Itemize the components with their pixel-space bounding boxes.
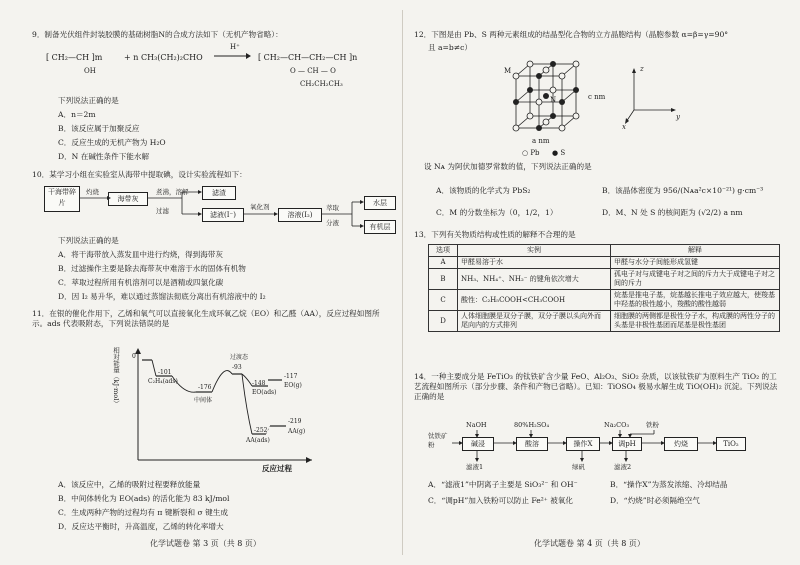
q11-ylabel: 相对能量（kJ·mol）	[112, 347, 120, 407]
q12-option-d: D．M、N 处 S 的核间距为 (√2/2) a nm	[602, 208, 743, 217]
page-4	[414, 0, 786, 565]
q12-axis-y: y	[676, 113, 680, 121]
q12-option-a: A．该物质的化学式为 PbS₂	[436, 186, 531, 195]
q12-stem-2: 且 a=b≠c）	[428, 43, 472, 52]
table-cell-explanation: 细胞膜的两侧都是极性分子水，构成膜的两性分子的头基是非极性基团而尾基是极性基团	[611, 311, 780, 332]
q10-option-d: D．因 I₂ 易升华，难以通过蒸馏法彻底分离出有机溶液中的 I₂	[58, 292, 266, 301]
q14-box-ph: 调pH	[612, 437, 642, 451]
q11-option-a: A．该反应中，乙烯的吸附过程要释放能量	[58, 480, 201, 489]
q9-option-d: D．N 在碱性条件下能水解	[58, 152, 150, 161]
table-cell-example: NH₃、NH₄⁺、NH₂⁻ 的键角依次增大	[458, 269, 611, 290]
q10-option-b: B．过滤操作主要是除去海带灰中难溶于水的固体有机物	[58, 264, 246, 273]
q9-option-c: C．反应生成的无机产物为 H₂O	[58, 138, 166, 147]
q11-label-c2h4: C₂H₄(ads)	[148, 378, 178, 385]
table-cell-explanation: 烷基是推电子基，烷基越长推电子效应越大，使羧基中羟基的极性越小，羧酸的酸性越弱	[611, 290, 780, 311]
q10-prompt: 下列说法正确的是	[58, 236, 119, 245]
q10-box-residue: 滤渣	[202, 186, 236, 200]
q12-option-c: C．M 的分数坐标为（0，1/2，1）	[436, 208, 558, 217]
table-row	[429, 257, 780, 269]
table-cell-example: 甲醛易溶于水	[458, 257, 611, 269]
q10-step-1: 灼烧	[86, 188, 99, 196]
q14-box-alkali: 碱浸	[462, 437, 494, 451]
q10-step-4: 氧化剂	[250, 203, 270, 211]
q10-box-start: 干海带碎片	[44, 186, 80, 212]
q11-energy-1: -101	[158, 369, 172, 376]
table-cell-option: C	[429, 290, 458, 311]
q10-stem: 10．某学习小组在实验室从海带中提取碘，设计实验流程如下：	[32, 170, 247, 179]
q10-step-2: 煮沸，溶解	[156, 188, 189, 196]
q14-box-tio2: TiO₂	[716, 437, 746, 451]
table-row	[429, 269, 780, 290]
q14-box-acid: 酸溶	[516, 437, 548, 451]
table-header-option: 选项	[429, 245, 458, 257]
page-3	[32, 0, 392, 565]
page-divider	[402, 10, 403, 555]
q14-option-b: B．“操作X”为蒸发浓缩、冷却结晶	[610, 480, 728, 489]
q12-label-c: c nm	[588, 93, 606, 101]
q9-product-o: O — CH — O	[290, 67, 336, 75]
q10-box-iodine: 溶液(I₂)	[278, 208, 322, 222]
q14-waste-2: 绿矾	[572, 463, 585, 471]
q11-xlabel: 反应过程	[262, 464, 292, 473]
q12-axis-z: z	[640, 65, 644, 73]
q9-product: [ CH₂—CH—CH₂—CH ]n	[258, 53, 358, 62]
q14-option-d: D．“灼烧”时必须隔绝空气	[610, 496, 700, 505]
q11-label-aa-ads: AA(ads)	[246, 437, 270, 444]
q10-step-6: 分液	[326, 219, 339, 227]
q10-step-3: 过滤	[156, 207, 169, 215]
q12-label-m: M	[504, 67, 512, 75]
q11-energy-5: -117	[284, 373, 298, 380]
q14-reagent-h2so4: 80%H₂SO₄	[514, 421, 550, 429]
table-row	[429, 290, 780, 311]
q11-label-eo-g: EO(g)	[284, 382, 302, 389]
q10-box-filtrate: 滤液(I⁻)	[202, 208, 244, 222]
table-header-row	[429, 245, 780, 257]
q13-table	[428, 244, 780, 332]
table-cell-explanation: 孤电子对与成键电子对之间的斥力大于成键电子对之间的斥力	[611, 269, 780, 290]
q10-box-ash: 海带灰	[108, 192, 148, 206]
q11-energy-4: -148	[252, 380, 266, 387]
q12-legend-pb: ○ Pb	[522, 149, 540, 157]
q11-energy-2: -176	[198, 384, 212, 391]
q14-box-op-x: 操作X	[566, 437, 600, 451]
q14-waste-1: 滤液1	[466, 463, 484, 471]
q12-label-a: a nm	[532, 137, 550, 145]
q12-unit-cell	[510, 60, 584, 138]
q10-box-organic: 有机层	[364, 220, 396, 234]
q14-box-roast: 灼烧	[664, 437, 698, 451]
q9-option-b: B．该反应属于加聚反应	[58, 124, 140, 133]
q10-flow-arrows	[32, 180, 398, 240]
table-cell-option: D	[429, 311, 458, 332]
q14-option-c: C．“调pH”加入铁粉可以防止 Fe²⁺ 被氧化	[428, 496, 574, 505]
q11-energy-0: 0	[132, 353, 136, 360]
q9-product-chain: CH₂CH₂CH₃	[300, 80, 343, 88]
q11-energy-3: -93	[232, 364, 242, 371]
q11-label-ts: 过渡态	[230, 354, 249, 361]
table-header-explanation: 解释	[611, 245, 780, 257]
page-3-footer: 化学试题卷 第 3 页（共 8 页）	[150, 539, 261, 548]
q9-stem: 9．制备光伏组件封装胶膜的基础树脂N的合成方法如下（无机产物省略）：	[32, 30, 283, 39]
page-4-footer: 化学试题卷 第 4 页（共 8 页）	[534, 539, 645, 548]
q14-flow-arrows	[414, 426, 754, 466]
table-cell-option: A	[429, 257, 458, 269]
q14-waste-3: 滤液2	[614, 463, 632, 471]
q12-setup: 设 Nᴀ 为阿伏加德罗常数的值，下列说法正确的是	[424, 162, 592, 171]
table-cell-option: B	[429, 269, 458, 290]
q12-stem: 12．下图是由 Pb、S 两种元素组成的结晶型化合物的立方晶胞结构（晶胞参数 α=β=γ=90°	[414, 30, 729, 39]
q12-axes	[624, 66, 680, 132]
q14-stem: 14．一种主要成分是 FeTiO₃ 的钛铁矿含少量 FeO、Al₂O₃、SiO₂ 杂质，以该钛铁矿为原料生产 TiO₂ 的工艺流程如图所示（部分步骤、条件和产物已省略）。已知：TiOSO₄ 极易水解生成 TiO(OH)₂ 沉淀。下列说法正确的是	[414, 372, 778, 401]
q13-stem: 13．下列有关物质结构或性质的解释不合理的是	[414, 230, 576, 239]
q11-label-aa-g: AA(g)	[288, 428, 306, 435]
q11-energy-6: -252	[254, 427, 268, 434]
q14-option-a: A．“滤液1”中阴离子主要是 SiO₃²⁻ 和 OH⁻	[428, 480, 578, 489]
q14-ore: 钛铁矿粉	[428, 432, 448, 449]
q12-label-n: N	[550, 96, 557, 104]
q11-energy-7: -219	[288, 418, 302, 425]
q14-reagent-naoh: NaOH	[466, 421, 487, 429]
q11-label-intermediate: 中间体	[194, 397, 213, 404]
q12-axis-x: x	[622, 123, 626, 131]
q9-reactant-1: [ CH₂—CH ]m	[46, 53, 103, 62]
q11-label-eo-ads: EO(ads)	[252, 389, 277, 396]
table-row	[429, 311, 780, 332]
q11-stem: 11．在银的催化作用下，乙烯和氧气可以直接氧化生成环氧乙烷（EO）和乙醛（AA），反应过程如图所示。ads 代表吸附态，下列说法错误的是	[32, 309, 380, 328]
q9-reactant-2: + n CH₃(CH₂)₂CHO	[124, 53, 203, 62]
q11-energy-diagram	[116, 348, 316, 472]
q14-reagent-na2co3: Na₂CO₃	[604, 421, 630, 429]
q9-reaction-arrow	[212, 52, 252, 60]
q9-reactant-1-oh: OH	[84, 67, 96, 75]
q12-option-b: B．该晶体密度为 956/(Nᴀa²c×10⁻²¹) g·cm⁻³	[602, 186, 764, 195]
table-cell-explanation: 甲醛与水分子间能形成氢键	[611, 257, 780, 269]
q14-reagent-fe: 铁粉	[646, 421, 659, 429]
q9-catalyst: H⁺	[230, 43, 240, 51]
table-cell-example: 酸性：C₂H₅COOH<CH₃COOH	[458, 290, 611, 311]
q10-step-5: 萃取	[326, 204, 339, 212]
table-cell-example: 人体细胞膜是双分子膜，双分子膜以头向外而尾向内的方式排列	[458, 311, 611, 332]
q10-option-a: A．将干海带放入蒸发皿中进行灼烧，得到海带灰	[58, 250, 223, 259]
q10-option-c: C．萃取过程所用有机溶剂可以是酒精或四氯化碳	[58, 278, 224, 287]
q9-option-a: A．n＝2m	[58, 110, 96, 119]
q11-option-d: D．反应达平衡时，升高温度，乙烯的转化率增大	[58, 522, 224, 531]
q9-prompt: 下列说法正确的是	[58, 96, 119, 105]
q12-legend-s: ● S	[552, 149, 566, 157]
table-header-example: 实例	[458, 245, 611, 257]
q10-box-water: 水层	[364, 196, 396, 210]
q11-option-b: B．中间体转化为 EO(ads) 的活化能为 83 kJ/mol	[58, 494, 230, 503]
q11-option-c: C．生成两种产物的过程均有 π 键断裂和 σ 键生成	[58, 508, 228, 517]
